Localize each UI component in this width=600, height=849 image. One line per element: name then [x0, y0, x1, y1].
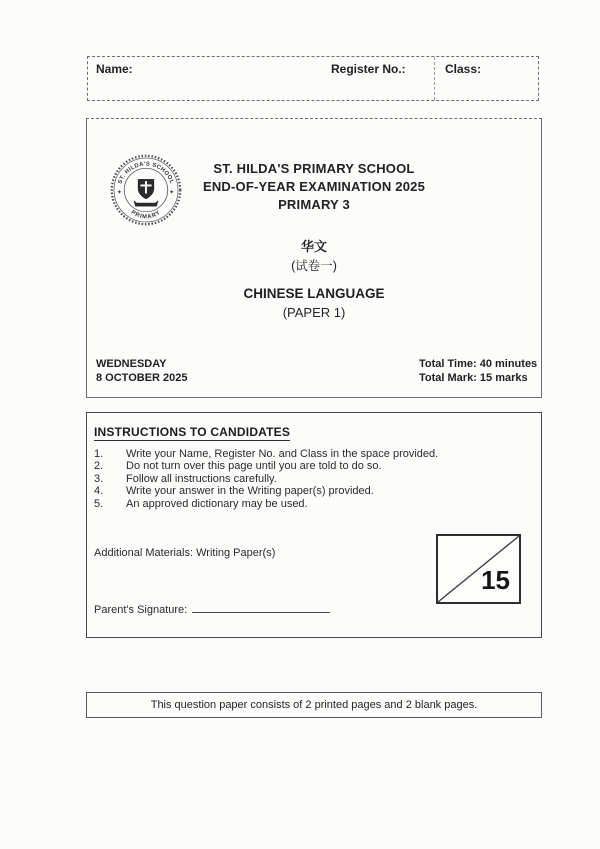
footer-note-box: [86, 692, 542, 718]
parent-signature-label: Parent's Signature:: [94, 604, 188, 616]
register-no-field-label: Register No.:: [331, 62, 406, 76]
instruction-number: 4.: [94, 485, 104, 498]
class-field-label: Class:: [445, 62, 482, 76]
instructions-list: [94, 448, 524, 510]
class-field-divider: [434, 57, 435, 100]
page-count-note: This question paper consists of 2 printed pages and 2 blank pages.: [150, 699, 478, 711]
parent-signature-row: [94, 602, 330, 616]
crest-star-right-icon: ✦: [169, 190, 175, 197]
additional-materials-label: Additional Materials: Writing Paper(s): [94, 547, 276, 559]
exam-date-block: [96, 357, 188, 385]
instruction-number: 3.: [94, 472, 104, 485]
name-field-label: Name:: [96, 62, 133, 76]
instruction-number: 2.: [94, 460, 104, 473]
exam-totals-block: [419, 357, 537, 385]
instructions-title: INSTRUCTIONS TO CANDIDATES: [94, 425, 291, 439]
instruction-number: 1.: [94, 448, 104, 460]
exam-day: WEDNESDAY: [96, 358, 167, 370]
school-header: [87, 160, 541, 214]
crest-top-text: ST. HILDA'S SCHOOL: [117, 161, 175, 185]
max-marks-value: 15: [481, 565, 510, 595]
instruction-item: [94, 498, 524, 510]
instruction-text: Write your Name, Register No. and Class in the space provided.: [126, 448, 439, 460]
instruction-text: An approved dictionary may be used.: [126, 497, 308, 510]
candidate-info-box: [87, 56, 539, 101]
subject-title-english: CHINESE LANGUAGE: [243, 286, 385, 301]
instruction-item: [94, 448, 524, 460]
instruction-number: 5.: [94, 497, 104, 510]
instruction-text: Do not turn over this page until you are told to do so.: [126, 460, 382, 473]
subject-title-chinese: 华文: [300, 239, 327, 254]
exam-name: END-OF-YEAR EXAMINATION 2025: [202, 179, 426, 194]
parent-signature-line: [192, 602, 330, 613]
total-time: Total Time: 40 minutes: [419, 358, 538, 370]
exam-level: PRIMARY 3: [278, 197, 350, 212]
instruction-item: [94, 460, 524, 472]
school-name: ST. HILDA'S PRIMARY SCHOOL: [213, 161, 415, 176]
instruction-text: Write your answer in the Writing paper(s) provided.: [126, 485, 374, 498]
total-score-box: [436, 534, 521, 604]
crest-star-left-icon: ✦: [116, 190, 122, 197]
exam-date: 8 OCTOBER 2025: [96, 372, 188, 384]
instruction-text: Follow all instructions carefully.: [126, 472, 277, 485]
paper-number-chinese: (试卷一): [291, 259, 337, 273]
instructions-box: [86, 412, 542, 638]
crest-bottom-text: PRIMARY: [129, 209, 163, 221]
paper-number-english: (PAPER 1): [282, 305, 346, 320]
instruction-item: [94, 485, 524, 497]
instruction-item: [94, 473, 524, 485]
total-mark: Total Mark: 15 marks: [419, 372, 528, 384]
exam-title-box: [86, 118, 542, 398]
